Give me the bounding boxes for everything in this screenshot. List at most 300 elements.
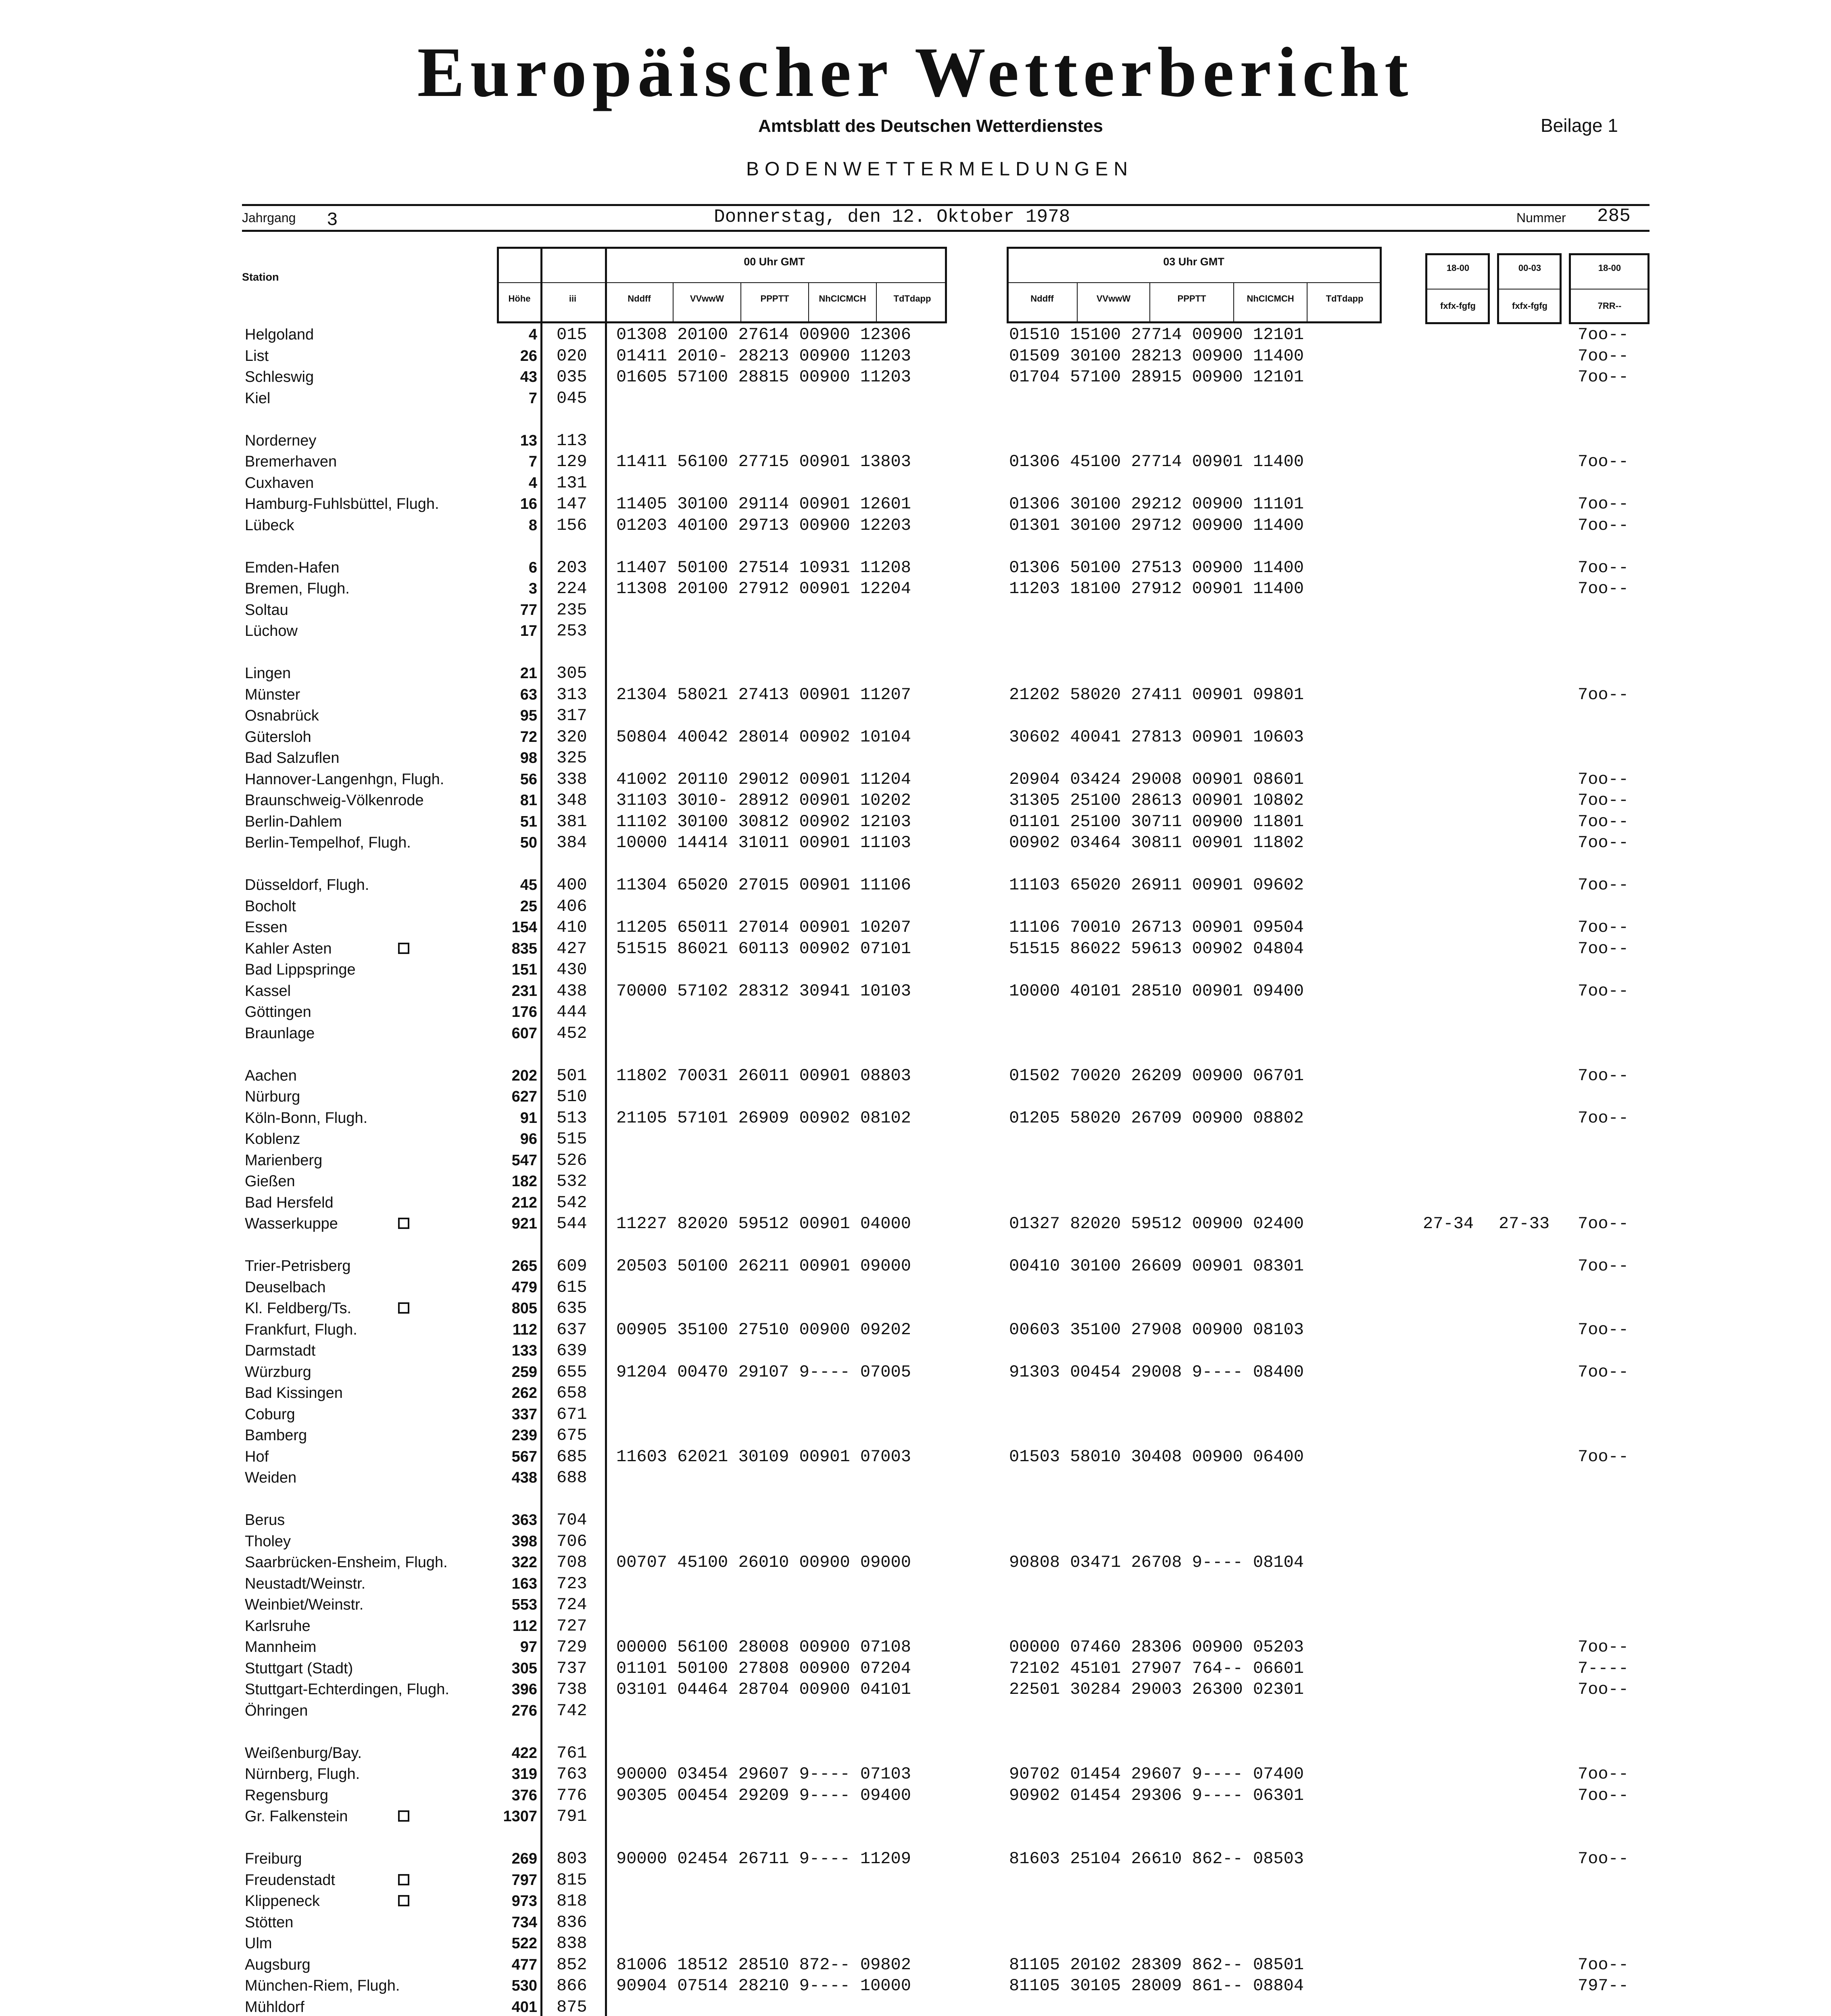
station-name — [245, 388, 495, 409]
col03-nhclcmch: NhClCMCH — [1247, 294, 1294, 304]
station-name-text: Kassel — [245, 982, 291, 1000]
station-number: 738 — [557, 1680, 587, 1699]
precip-group: 7oo-- — [1578, 1447, 1629, 1466]
station-number: 253 — [557, 621, 587, 641]
obs-03-groups: 10000 40101 28510 00901 09400 — [1009, 981, 1304, 1001]
station-number: 737 — [557, 1658, 587, 1678]
station-name-text: Stuttgart-Echterdingen, Flugh. — [245, 1681, 449, 1698]
station-height: 182 — [511, 1173, 537, 1190]
col03-vvwww: VVwwW — [1096, 294, 1131, 304]
station-name — [245, 430, 495, 451]
station-height: 6 — [528, 559, 537, 576]
station-name-text: Bremerhaven — [245, 453, 337, 470]
obs-03-groups: 00000 07460 28306 00900 05203 — [1009, 1637, 1304, 1657]
station-name — [245, 600, 495, 621]
station-height: 97 — [520, 1639, 537, 1656]
top-rule — [242, 204, 1650, 206]
station-number: 430 — [557, 960, 587, 979]
station-name — [245, 1637, 495, 1658]
nummer-value: 285 — [1597, 206, 1631, 227]
station-name-text: Darmstadt — [245, 1342, 316, 1359]
station-number: 639 — [557, 1341, 587, 1360]
precip-group: 7oo-- — [1578, 367, 1629, 387]
obs-00-groups: 20503 50100 26211 00901 09000 — [616, 1256, 911, 1276]
station-name — [245, 1573, 495, 1594]
station-name — [245, 1023, 495, 1044]
hohe-divider — [540, 247, 542, 2016]
obs-03-groups: 01205 58020 26709 00900 08802 — [1009, 1108, 1304, 1128]
station-name-text: Koblenz — [245, 1131, 300, 1148]
obs-00-groups: 11102 30100 30812 00902 12103 — [616, 812, 911, 831]
station-height: 259 — [511, 1363, 537, 1381]
station-name-text: Gr. Falkenstein — [245, 1808, 348, 1825]
obs-00-groups: 00707 45100 26010 00900 09000 — [616, 1553, 911, 1572]
station-height: 547 — [511, 1152, 537, 1169]
obs-00-groups: 03101 04464 28704 00900 04101 — [616, 1680, 911, 1699]
station-name — [245, 1192, 495, 1213]
station-name — [245, 578, 495, 599]
station-name-text: Trier-Petrisberg — [245, 1258, 351, 1275]
station-name-text: Hamburg-Fuhlsbüttel, Flugh. — [245, 496, 439, 512]
station-height: 4 — [528, 474, 537, 492]
station-height: 265 — [511, 1258, 537, 1275]
obs-00-groups: 90305 00454 29209 9---- 09400 — [616, 1785, 911, 1805]
precip-group: 7oo-- — [1578, 1362, 1629, 1382]
obs-03-groups: 72102 45101 27907 764-- 06601 — [1009, 1658, 1304, 1678]
obs-00-groups: 11603 62021 30109 00901 07003 — [616, 1447, 911, 1466]
col-divider — [1149, 282, 1150, 323]
mountain-station-icon — [398, 1218, 409, 1229]
station-number: 147 — [557, 494, 587, 514]
station-height: 438 — [511, 1469, 537, 1486]
precip-group: 7oo-- — [1578, 1680, 1629, 1699]
station-height: 231 — [511, 982, 537, 1000]
obs-00-groups: 11227 82020 59512 00901 04000 — [616, 1214, 911, 1233]
obs-00-groups: 21105 57101 26909 00902 08102 — [616, 1108, 911, 1128]
station-number: 325 — [557, 748, 587, 768]
precip-group: 7oo-- — [1578, 769, 1629, 789]
station-name — [245, 1171, 495, 1192]
station-height: 43 — [520, 369, 537, 385]
precip-group: 7oo-- — [1578, 981, 1629, 1001]
precip-group: 7---- — [1578, 1658, 1629, 1678]
station-name — [245, 1785, 495, 1806]
station-name — [245, 1404, 495, 1425]
station-name — [245, 1108, 495, 1129]
station-name — [245, 1446, 495, 1467]
station-height: 95 — [520, 707, 537, 724]
station-height: 553 — [511, 1596, 537, 1613]
station-number: 671 — [557, 1404, 587, 1424]
station-name-text: Aachen — [245, 1067, 297, 1084]
beilage-label: Beilage 1 — [1541, 115, 1618, 136]
station-name — [245, 1531, 495, 1552]
header-split-03 — [1007, 282, 1382, 283]
station-name — [245, 663, 495, 684]
station-number: 706 — [557, 1531, 587, 1551]
station-name — [245, 790, 495, 811]
station-name — [245, 896, 495, 917]
station-name — [245, 1002, 495, 1023]
station-name — [245, 1997, 495, 2016]
station-number: 658 — [557, 1383, 587, 1403]
station-name-text: Gütersloh — [245, 728, 311, 746]
obs-03-groups: 51515 86022 59613 00902 04804 — [1009, 939, 1304, 958]
mountain-station-icon — [398, 1302, 409, 1314]
station-height: 72 — [520, 728, 537, 746]
obs-00-groups: 41002 20110 29012 00901 11204 — [616, 769, 911, 789]
precip-group: 7oo-- — [1578, 939, 1629, 958]
station-number: 875 — [557, 1997, 587, 2016]
station-name — [245, 451, 495, 472]
station-name — [245, 1594, 495, 1615]
station-height: 239 — [511, 1427, 537, 1444]
station-number: 381 — [557, 812, 587, 831]
station-name-text: Mannheim — [245, 1639, 317, 1656]
station-number: 410 — [557, 918, 587, 937]
station-height: 363 — [511, 1512, 537, 1529]
obs-03-groups: 01306 45100 27714 00901 11400 — [1009, 452, 1304, 471]
obs-00-groups: 11205 65011 27014 00901 10207 — [616, 918, 911, 937]
obs-03-groups: 22501 30284 29003 26300 02301 — [1009, 1680, 1304, 1699]
station-number: 852 — [557, 1955, 587, 1974]
station-name-text: Freiburg — [245, 1850, 302, 1867]
station-number: 513 — [557, 1108, 587, 1128]
obs-03-groups: 01509 30100 28213 00900 11400 — [1009, 346, 1304, 366]
station-name-text: Marienberg — [245, 1152, 323, 1169]
precip-group: 7oo-- — [1578, 685, 1629, 704]
station-number: 338 — [557, 769, 587, 789]
station-number: 655 — [557, 1362, 587, 1382]
obs-03-groups: 11106 70010 26713 00901 09504 — [1009, 918, 1304, 937]
station-height: 50 — [520, 834, 537, 851]
station-number: 704 — [557, 1510, 587, 1530]
station-height: 163 — [511, 1575, 537, 1592]
station-number: 723 — [557, 1574, 587, 1593]
obs-00-groups: 01308 20100 27614 00900 12306 — [616, 325, 911, 344]
obs-03-groups: 90902 01454 29306 9---- 06301 — [1009, 1785, 1304, 1805]
header-split-00 — [497, 282, 947, 283]
station-height: 17 — [520, 623, 537, 639]
station-name-text: Freudenstadt — [245, 1871, 335, 1889]
station-name — [245, 1383, 495, 1404]
nummer-label: Nummer — [1516, 210, 1566, 225]
station-name — [245, 1658, 495, 1679]
station-name-text: Berlin-Dahlem — [245, 813, 342, 830]
station-name-text: Lüchow — [245, 623, 298, 639]
station-height: 567 — [511, 1448, 537, 1465]
obs-03-groups: 31305 25100 28613 00901 10802 — [1009, 791, 1304, 810]
station-name — [245, 1086, 495, 1107]
col-divider — [1307, 282, 1308, 323]
iii-header: iii — [569, 294, 577, 304]
station-height: 8 — [528, 516, 537, 534]
station-height: 77 — [520, 601, 537, 619]
precip-group: 7oo-- — [1578, 833, 1629, 852]
station-name-text: Hannover-Langenhgn, Flugh. — [245, 771, 444, 788]
station-name — [245, 1467, 495, 1488]
col-divider — [808, 282, 809, 323]
station-number: 838 — [557, 1934, 587, 1953]
station-number: 815 — [557, 1870, 587, 1890]
obs-00-groups: 01605 57100 28815 00900 11203 — [616, 367, 911, 387]
station-name-text: Stötten — [245, 1914, 294, 1931]
station-name — [245, 1277, 495, 1298]
mountain-station-icon — [398, 1895, 409, 1906]
station-number: 131 — [557, 473, 587, 493]
station-name — [245, 1700, 495, 1721]
jahrgang-label: Jahrgang — [242, 210, 296, 225]
station-name-text: Helgoland — [245, 326, 314, 343]
station-name-text: Karlsruhe — [245, 1617, 311, 1635]
obs-00-groups: 01203 40100 29713 00900 12203 — [616, 515, 911, 535]
station-name — [245, 1510, 495, 1531]
obs-00-groups: 01411 2010- 28213 00900 11203 — [616, 346, 911, 366]
station-height: 81 — [520, 792, 537, 809]
station-number: 637 — [557, 1320, 587, 1339]
station-number: 129 — [557, 452, 587, 471]
extra1-bot: fxfx-fgfg — [1440, 301, 1476, 311]
precip-group: 7oo-- — [1578, 1849, 1629, 1868]
station-number: 688 — [557, 1468, 587, 1487]
station-height: 91 — [520, 1109, 537, 1127]
station-name — [245, 515, 495, 536]
station-number: 836 — [557, 1912, 587, 1932]
mountain-station-icon — [398, 1810, 409, 1822]
station-number: 542 — [557, 1193, 587, 1212]
obs-00-groups: 11405 30100 29114 00901 12601 — [616, 494, 911, 514]
precip-group: 7oo-- — [1578, 918, 1629, 937]
obs-03-groups: 81105 20102 28309 862-- 08501 — [1009, 1955, 1304, 1974]
precip-group: 7oo-- — [1578, 579, 1629, 598]
extra2-bot: fxfx-fgfg — [1512, 301, 1547, 311]
station-name-text: List — [245, 347, 269, 364]
station-number: 727 — [557, 1616, 587, 1636]
station-name — [245, 727, 495, 748]
station-name-text: Öhringen — [245, 1702, 308, 1719]
precip-group: 7oo-- — [1578, 452, 1629, 471]
station-height: 305 — [511, 1660, 537, 1677]
station-name-text: Mühldorf — [245, 1998, 304, 2016]
station-number: 384 — [557, 833, 587, 852]
station-height: 202 — [511, 1067, 537, 1084]
col03-ppptt: PPPTT — [1177, 294, 1206, 304]
station-number: 685 — [557, 1447, 587, 1466]
station-height: 16 — [520, 496, 537, 512]
station-name-text: Augsburg — [245, 1956, 311, 1973]
obs-03-groups: 00410 30100 26609 00901 08301 — [1009, 1256, 1304, 1276]
station-name — [245, 1679, 495, 1700]
station-name-text: Münster — [245, 686, 300, 703]
station-name — [245, 705, 495, 726]
station-name-text: Ulm — [245, 1935, 272, 1952]
station-name-text: Deuselbach — [245, 1279, 326, 1296]
station-name — [245, 1933, 495, 1954]
station-height: 337 — [511, 1406, 537, 1423]
station-height: 133 — [511, 1342, 537, 1359]
station-number: 818 — [557, 1891, 587, 1911]
obs-00-groups: 11308 20100 27912 00901 12204 — [616, 579, 911, 598]
station-name — [245, 324, 495, 345]
station-name-text: Lingen — [245, 665, 291, 682]
obs-00-groups: 51515 86021 60113 00902 07101 — [616, 939, 911, 958]
extra2-top: 00-03 — [1518, 263, 1541, 273]
station-name-text: Nürnberg, Flugh. — [245, 1766, 360, 1783]
precip-group: 7oo-- — [1578, 346, 1629, 366]
precip-group: 7oo-- — [1578, 1785, 1629, 1805]
station-number: 708 — [557, 1553, 587, 1572]
station-height: 376 — [511, 1787, 537, 1804]
station-name-text: Berlin-Tempelhof, Flugh. — [245, 834, 411, 851]
station-name — [245, 1806, 495, 1827]
obs-03-groups: 21202 58020 27411 00901 09801 — [1009, 685, 1304, 704]
obs-00-groups: 81006 18512 28510 872-- 09802 — [616, 1955, 911, 1974]
extra3-bot: 7RR-- — [1597, 301, 1622, 311]
station-height: 627 — [511, 1088, 537, 1105]
station-number: 609 — [557, 1256, 587, 1276]
station-name-text: Emden-Hafen — [245, 559, 340, 576]
extra1-top: 18-00 — [1446, 263, 1470, 273]
station-number: 020 — [557, 346, 587, 366]
station-number: 113 — [557, 431, 587, 450]
station-name — [245, 1065, 495, 1086]
station-name-text: Stuttgart (Stadt) — [245, 1660, 353, 1677]
obs-00-groups: 11802 70031 26011 00901 08803 — [616, 1066, 911, 1085]
obs-03-groups: 11103 65020 26911 00901 09602 — [1009, 875, 1304, 895]
station-height: 396 — [511, 1681, 537, 1698]
col03-tdtdapp: TdTdapp — [1326, 294, 1364, 304]
station-name — [245, 1150, 495, 1171]
station-number: 510 — [557, 1087, 587, 1106]
station-name — [245, 367, 495, 387]
obs-03-groups: 90702 01454 29607 9---- 07400 — [1009, 1764, 1304, 1784]
station-name-text: Bamberg — [245, 1427, 307, 1444]
station-name-text: Essen — [245, 919, 288, 936]
station-header: Station — [242, 271, 279, 283]
station-name-text: Bremen, Flugh. — [245, 580, 350, 597]
station-name-text: Berus — [245, 1512, 285, 1529]
station-height: 45 — [520, 877, 537, 893]
station-height: 25 — [520, 898, 537, 915]
station-name-text: Soltau — [245, 601, 288, 619]
station-number: 035 — [557, 367, 587, 387]
station-number: 427 — [557, 939, 587, 958]
precip-group: 7oo-- — [1578, 1320, 1629, 1339]
station-height: 921 — [511, 1215, 537, 1232]
station-name — [245, 1912, 495, 1933]
page-subtitle: Amtsblatt des Deutschen Wetterdienstes — [758, 116, 1103, 136]
station-height: 21 — [520, 665, 537, 682]
station-height: 401 — [511, 1998, 537, 2016]
station-name-text: Braunlage — [245, 1025, 315, 1042]
obs-03-groups: 20904 03424 29008 00901 08601 — [1009, 769, 1304, 789]
station-name — [245, 557, 495, 578]
obs-03-groups: 81603 25104 26610 862-- 08503 — [1009, 1849, 1304, 1868]
station-height: 319 — [511, 1766, 537, 1783]
station-height: 56 — [520, 771, 537, 788]
station-number: 615 — [557, 1277, 587, 1297]
station-name — [245, 981, 495, 1002]
station-height: 3 — [528, 580, 537, 597]
station-number: 729 — [557, 1637, 587, 1657]
precip-group: 7oo-- — [1578, 1256, 1629, 1276]
station-number: 235 — [557, 600, 587, 620]
station-name — [245, 473, 495, 494]
station-name — [245, 1552, 495, 1573]
col00-nhclcmch: NhClCMCH — [819, 294, 866, 304]
station-name-text: Frankfurt, Flugh. — [245, 1321, 357, 1338]
station-name-text: Bad Kissingen — [245, 1385, 343, 1402]
station-name-text: Tholey — [245, 1533, 291, 1550]
station-name — [245, 748, 495, 768]
station-height: 26 — [520, 347, 537, 364]
station-number: 675 — [557, 1426, 587, 1445]
station-name-text: Bad Salzuflen — [245, 750, 340, 766]
station-name-text: Lübeck — [245, 516, 294, 534]
obs-03-groups: 11203 18100 27912 00901 11400 — [1009, 579, 1304, 598]
station-height: 176 — [511, 1004, 537, 1020]
station-name-text: Kahler Asten — [245, 940, 332, 957]
station-height: 63 — [520, 686, 537, 703]
obs-00-groups: 11411 56100 27715 00901 13803 — [616, 452, 911, 471]
wind-gust-18-00: 27-34 — [1423, 1214, 1474, 1233]
station-name-text: Cuxhaven — [245, 474, 314, 492]
station-name — [245, 1616, 495, 1637]
station-name — [245, 346, 495, 367]
obs-03-groups: 01306 30100 29212 00900 11101 — [1009, 494, 1304, 514]
issue-date: Donnerstag, den 12. Oktober 1978 — [714, 206, 1070, 227]
col00-tdtdapp: TdTdapp — [893, 294, 931, 304]
station-name-text: Würzburg — [245, 1363, 311, 1381]
station-name-text: Osnabrück — [245, 707, 319, 724]
station-name-text: Bocholt — [245, 898, 296, 915]
station-name — [245, 1891, 495, 1912]
station-height: 7 — [528, 389, 537, 407]
precip-group: 7oo-- — [1578, 1764, 1629, 1784]
mountain-station-icon — [398, 1874, 409, 1885]
station-name-text: Hof — [245, 1448, 269, 1465]
precip-group: 7oo-- — [1578, 812, 1629, 831]
station-name — [245, 1298, 495, 1319]
precip-group: 7oo-- — [1578, 494, 1629, 514]
station-name-text: Köln-Bonn, Flugh. — [245, 1109, 368, 1127]
station-number: 406 — [557, 896, 587, 916]
station-number: 791 — [557, 1807, 587, 1826]
col00-nddff: Nddff — [628, 294, 651, 304]
station-name — [245, 1340, 495, 1361]
obs-00-groups: 90000 02454 26711 9---- 11209 — [616, 1849, 911, 1868]
obs-00-groups: 90904 07514 28210 9---- 10000 — [616, 1976, 911, 1995]
station-height: 398 — [511, 1533, 537, 1550]
precip-group: 7oo-- — [1578, 558, 1629, 577]
station-name — [245, 1848, 495, 1869]
obs-00-groups: 11304 65020 27015 00901 11106 — [616, 875, 911, 895]
station-height: 96 — [520, 1131, 537, 1148]
station-height: 276 — [511, 1702, 537, 1719]
station-name — [245, 1954, 495, 1975]
obs-00-groups: 90000 03454 29607 9---- 07103 — [616, 1764, 911, 1784]
obs-03-groups: 01503 58010 30408 00900 06400 — [1009, 1447, 1304, 1466]
station-name-text: Coburg — [245, 1406, 295, 1423]
station-name — [245, 769, 495, 790]
station-name — [245, 1870, 495, 1891]
station-name — [245, 811, 495, 832]
obs-00-groups: 10000 14414 31011 00901 11103 — [616, 833, 911, 852]
station-height: 262 — [511, 1385, 537, 1402]
station-number: 045 — [557, 388, 587, 408]
precip-group: 7oo-- — [1578, 791, 1629, 810]
obs-00-groups: 91204 00470 29107 9---- 07005 — [616, 1362, 911, 1382]
